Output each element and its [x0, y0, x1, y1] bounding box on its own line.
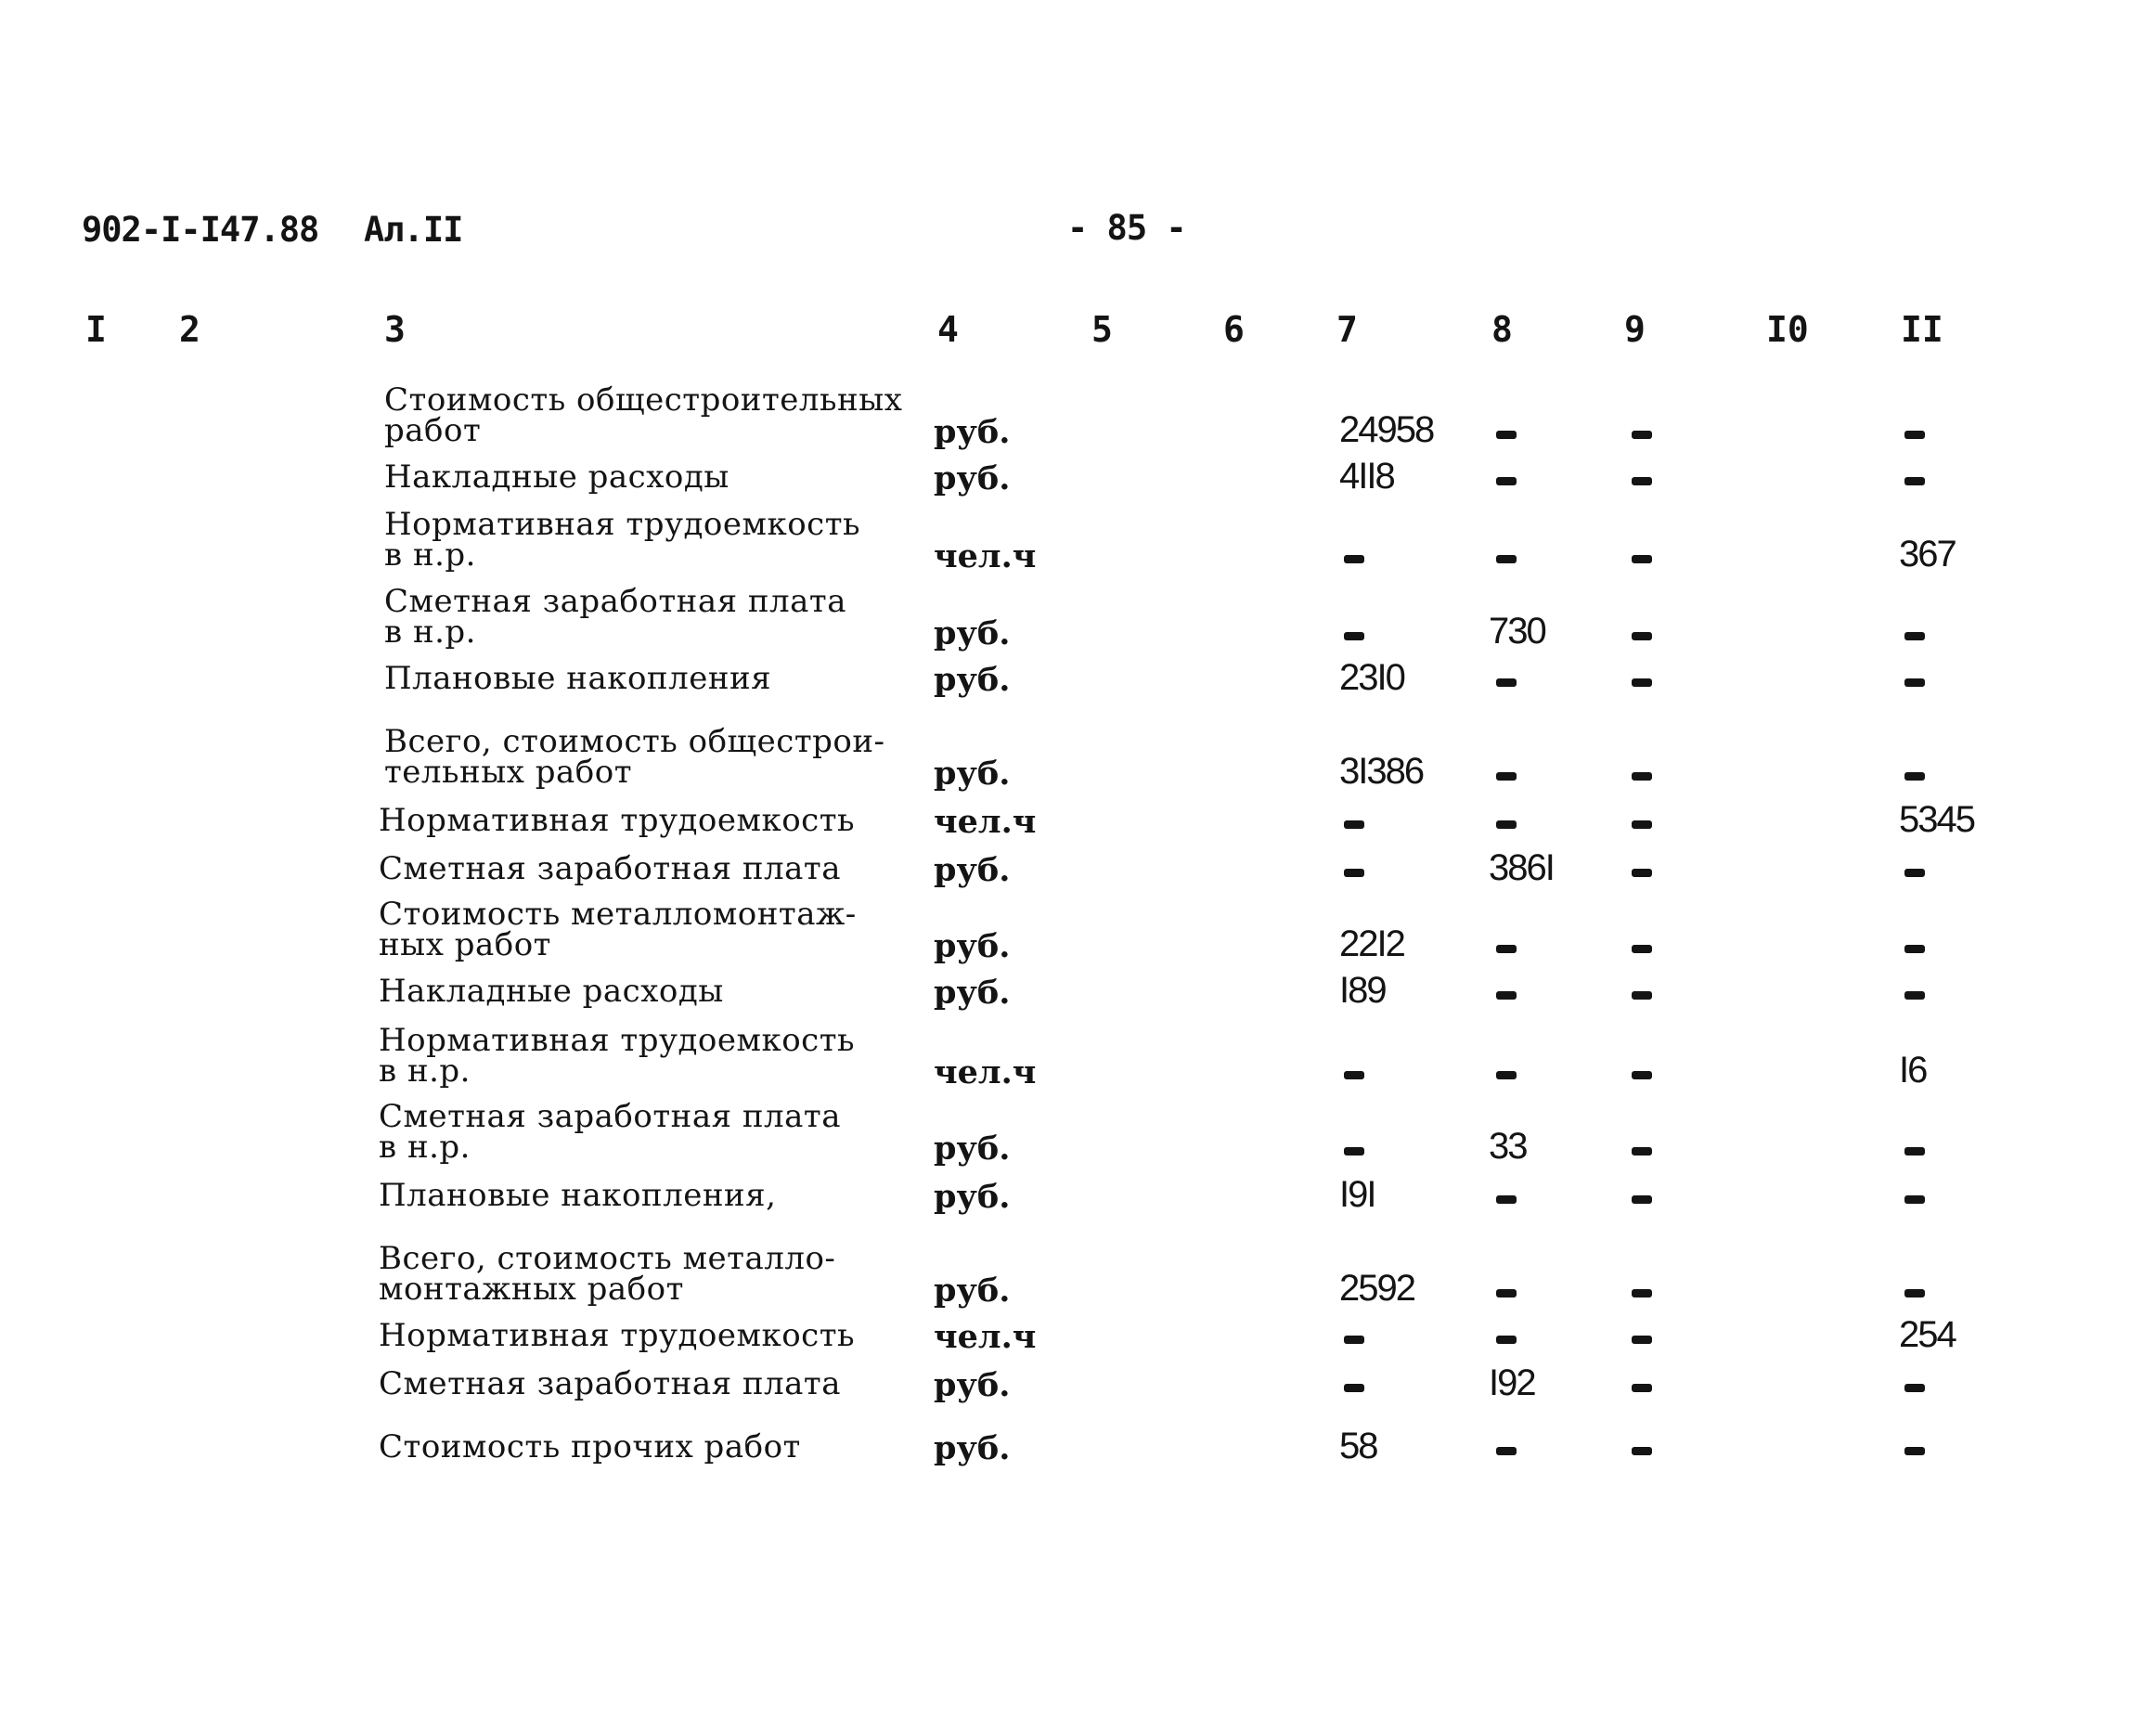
col7-dash [1344, 555, 1364, 563]
page-number: - 85 - [1067, 208, 1186, 248]
row-unit: руб. [934, 1178, 1011, 1216]
row-unit: руб. [934, 1130, 1011, 1168]
col8-dash [1496, 991, 1517, 1000]
row-unit: руб. [934, 927, 1011, 965]
col7-value: 22I2 [1339, 923, 1404, 964]
col8-value: 33 [1489, 1126, 1527, 1167]
col9-dash [1632, 477, 1652, 485]
col11-value: 254 [1899, 1314, 1956, 1355]
row-label: Нормативная трудоемкость в н.р. [379, 1022, 856, 1090]
row-label: Плановые накопления [384, 660, 772, 697]
col8-dash [1496, 1336, 1517, 1344]
col11-dash [1904, 1195, 1925, 1204]
column-number-4: 4 [937, 309, 959, 350]
row-label: Сметная заработная плата [379, 1365, 841, 1402]
doc-code: 902-I-I47.88 [82, 210, 319, 250]
column-number-3: 3 [384, 309, 406, 350]
col8-dash [1496, 820, 1517, 829]
col7-dash [1344, 632, 1364, 640]
row-unit: руб. [934, 755, 1011, 793]
row-label: Стоимость металломонтаж- ных работ [379, 896, 857, 963]
col9-dash [1632, 772, 1652, 781]
row-unit: руб. [934, 459, 1011, 497]
row-label: Нормативная трудоемкость [379, 802, 856, 839]
column-number-10: I0 [1766, 309, 1809, 350]
row-unit: руб. [934, 661, 1011, 699]
column-number-1: I [85, 309, 107, 350]
col8-dash [1496, 1195, 1517, 1204]
col11-dash [1904, 1289, 1925, 1297]
col11-dash [1904, 991, 1925, 1000]
col9-dash [1632, 632, 1652, 640]
row-label: Накладные расходы [379, 973, 724, 1010]
col7-dash [1344, 1384, 1364, 1392]
col9-dash [1632, 555, 1652, 563]
row-unit: руб. [934, 413, 1011, 451]
row-label: Стоимость общестроительных работ [384, 381, 903, 449]
col9-dash [1632, 1289, 1652, 1297]
row-unit: чел.ч [934, 1053, 1037, 1091]
col11-dash [1904, 632, 1925, 640]
col9-dash [1632, 1336, 1652, 1344]
col9-dash [1632, 1071, 1652, 1079]
col9-dash [1632, 431, 1652, 439]
row-label: Стоимость прочих работ [379, 1428, 801, 1465]
col11-dash [1904, 678, 1925, 687]
col7-value: 23I0 [1339, 657, 1404, 698]
col11-dash [1904, 431, 1925, 439]
row-unit: руб. [934, 974, 1011, 1012]
col8-dash [1496, 1071, 1517, 1079]
col8-dash [1496, 431, 1517, 439]
col7-value: 58 [1339, 1426, 1377, 1466]
column-number-11: II [1901, 309, 1943, 350]
col8-dash [1496, 1289, 1517, 1297]
row-unit: чел.ч [934, 537, 1037, 575]
col11-dash [1904, 1447, 1925, 1455]
column-number-2: 2 [179, 309, 200, 350]
row-label: Плановые накопления, [379, 1177, 777, 1214]
row-label: Всего, стоимость металло- монтажных работ [379, 1240, 836, 1308]
col8-value: I92 [1489, 1362, 1535, 1403]
col11-value: 367 [1899, 534, 1956, 574]
row-label: Накладные расходы [384, 458, 729, 496]
col8-dash [1496, 477, 1517, 485]
col7-dash [1344, 1336, 1364, 1344]
col9-dash [1632, 1384, 1652, 1392]
col7-value: 4II8 [1339, 456, 1394, 497]
column-number-8: 8 [1491, 309, 1513, 350]
col7-value: I9I [1339, 1174, 1375, 1215]
column-number-6: 6 [1223, 309, 1245, 350]
col9-dash [1632, 1147, 1652, 1155]
row-unit: чел.ч [934, 803, 1037, 841]
col11-dash [1904, 772, 1925, 781]
col7-dash [1344, 869, 1364, 877]
row-label: Нормативная трудоемкость [379, 1317, 856, 1354]
col7-dash [1344, 1071, 1364, 1079]
row-unit: руб. [934, 851, 1011, 889]
row-unit: руб. [934, 614, 1011, 652]
row-unit: руб. [934, 1429, 1011, 1467]
col8-dash [1496, 678, 1517, 687]
col7-dash [1344, 820, 1364, 829]
row-label: Сметная заработная плата [379, 850, 841, 887]
col8-dash [1496, 945, 1517, 953]
row-label: Сметная заработная плата в н.р. [379, 1098, 841, 1166]
col9-dash [1632, 678, 1652, 687]
col11-value: I6 [1899, 1050, 1927, 1091]
col11-dash [1904, 945, 1925, 953]
col8-dash [1496, 772, 1517, 781]
row-label: Сметная заработная плата в н.р. [384, 583, 846, 651]
col9-dash [1632, 945, 1652, 953]
column-number-9: 9 [1624, 309, 1646, 350]
col7-value: 2592 [1339, 1268, 1414, 1309]
col11-dash [1904, 1147, 1925, 1155]
col8-dash [1496, 555, 1517, 563]
col11-dash [1904, 869, 1925, 877]
row-label: Всего, стоимость общестрои- тельных работ [384, 723, 885, 791]
row-unit: руб. [934, 1272, 1011, 1310]
col8-value: 386I [1489, 847, 1554, 888]
row-unit: руб. [934, 1366, 1011, 1404]
col9-dash [1632, 820, 1652, 829]
col9-dash [1632, 1447, 1652, 1455]
col11-dash [1904, 477, 1925, 485]
col7-value: 3I386 [1339, 751, 1424, 792]
col8-dash [1496, 1447, 1517, 1455]
col7-dash [1344, 1147, 1364, 1155]
col9-dash [1632, 991, 1652, 1000]
col9-dash [1632, 869, 1652, 877]
column-number-5: 5 [1091, 309, 1113, 350]
col9-dash [1632, 1195, 1652, 1204]
col7-value: 24958 [1339, 409, 1434, 450]
col11-value: 5345 [1899, 799, 1974, 840]
row-unit: чел.ч [934, 1318, 1037, 1356]
col8-value: 730 [1489, 611, 1545, 652]
row-label: Нормативная трудоемкость в н.р. [384, 506, 861, 574]
album-label: Ал.II [364, 210, 463, 250]
col11-dash [1904, 1384, 1925, 1392]
col7-value: I89 [1339, 970, 1386, 1011]
column-number-7: 7 [1336, 309, 1358, 350]
